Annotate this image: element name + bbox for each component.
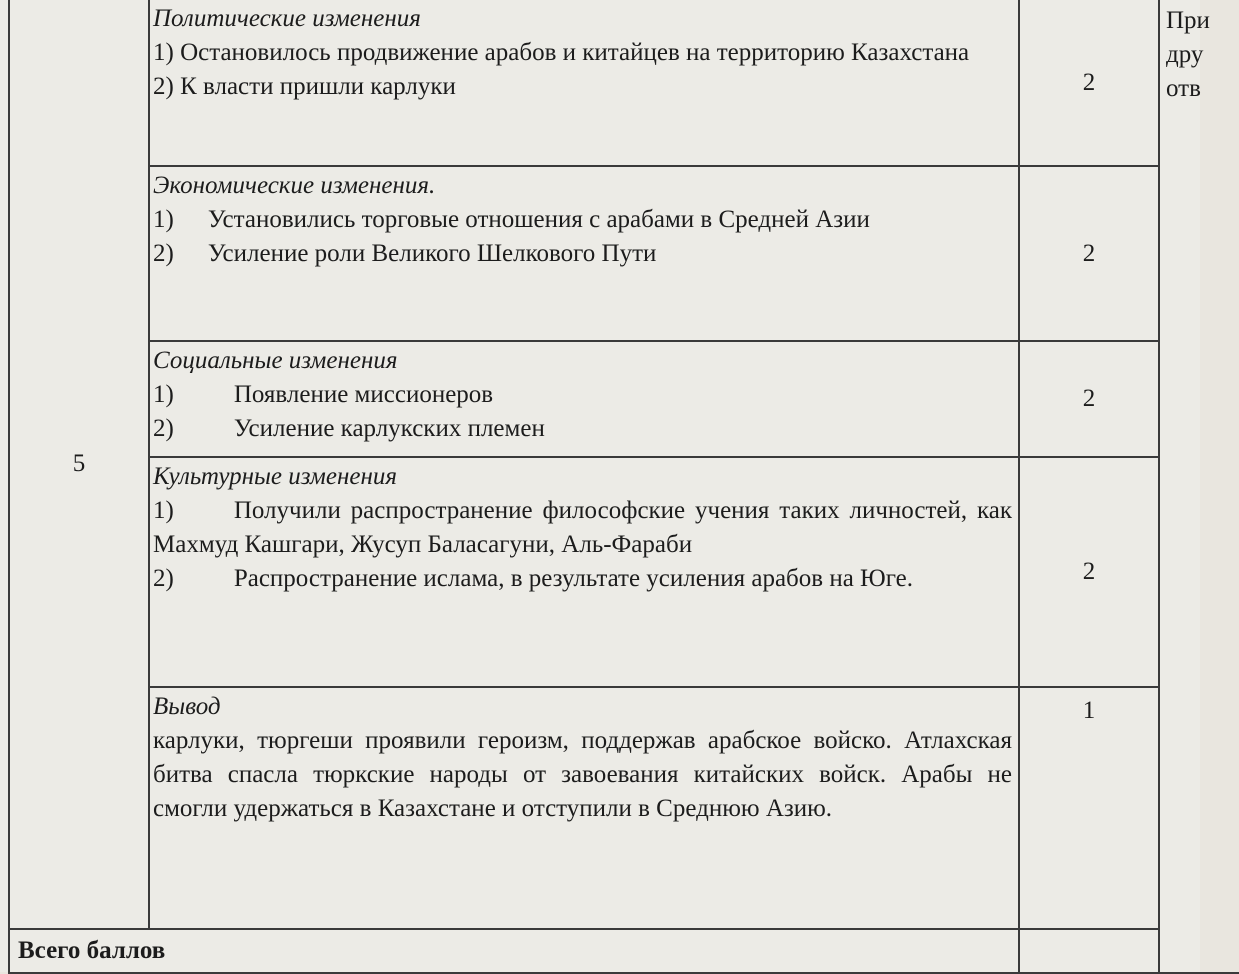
note-line: отв <box>1166 75 1201 102</box>
total-score-cell <box>1019 929 1159 973</box>
section-conclusion <box>149 687 1019 929</box>
list-item-text: Усиление роли Великого Шелкового Пути <box>207 240 657 267</box>
table-row <box>9 929 1239 973</box>
notes-column <box>1159 0 1239 973</box>
list-item: 1) Остановилось продвижение арабов и китайцев на территорию Казахстана <box>153 39 970 66</box>
table-row <box>9 0 1239 166</box>
list-item-text: Распространение ислама, в результате усиления арабов на Юге. <box>233 565 914 592</box>
section-political <box>149 0 1019 166</box>
list-item: 2) К власти пришли карлуки <box>153 73 456 100</box>
list-item <box>153 203 1012 237</box>
score-cell: 1 <box>1019 687 1159 929</box>
list-marker: 1) <box>153 497 174 524</box>
section-heading: Вывод <box>153 693 221 720</box>
list-item-text: Получили распространение философские учения таких личностей, как Махмуд Кашгари, Жусуп Баласагуни, Аль-Фараби <box>153 497 1012 558</box>
list-item <box>153 562 1012 596</box>
score-cell: 2 <box>1019 166 1159 341</box>
total-label: Всего баллов <box>9 929 1019 973</box>
table-row <box>9 166 1239 341</box>
list-item-text: Появление миссионеров <box>233 381 494 408</box>
question-number: 5 <box>9 0 149 929</box>
section-heading: Культурные изменения <box>153 463 397 490</box>
section-social <box>149 341 1019 457</box>
table-row <box>9 457 1239 687</box>
list-marker: 2) <box>153 565 174 592</box>
list-item-text: Установились торговые отношения с арабами в Средней Азии <box>207 206 870 233</box>
section-economic <box>149 166 1019 341</box>
list-item <box>153 237 1012 271</box>
table-row <box>9 341 1239 457</box>
table-row <box>9 687 1239 929</box>
conclusion-text: карлуки, тюргеши проявили героизм, поддержав арабское войско. Атлахская битва спасла тюркские народы от завоевания китайских войск. Арабы не смогли удержаться в Казахстане и отступили в Среднюю Азию. <box>153 727 1012 822</box>
section-heading: Социальные изменения <box>153 347 398 374</box>
list-item <box>153 412 1012 446</box>
score-cell: 2 <box>1019 0 1159 166</box>
list-marker: 2) <box>153 415 174 442</box>
note-line: При <box>1166 7 1210 34</box>
list-item <box>153 494 1012 562</box>
section-heading: Экономические изменения. <box>153 172 436 199</box>
grading-table <box>8 0 1239 974</box>
list-marker: 2) <box>153 240 174 267</box>
list-marker: 1) <box>153 381 174 408</box>
score-cell: 2 <box>1019 341 1159 457</box>
list-item <box>153 378 1012 412</box>
list-marker: 1) <box>153 206 174 233</box>
score-cell: 2 <box>1019 457 1159 687</box>
list-item-text: Усиление карлукских племен <box>233 415 545 442</box>
section-heading: Политические изменения <box>153 5 421 32</box>
note-line: дру <box>1166 41 1204 68</box>
section-cultural <box>149 457 1019 687</box>
